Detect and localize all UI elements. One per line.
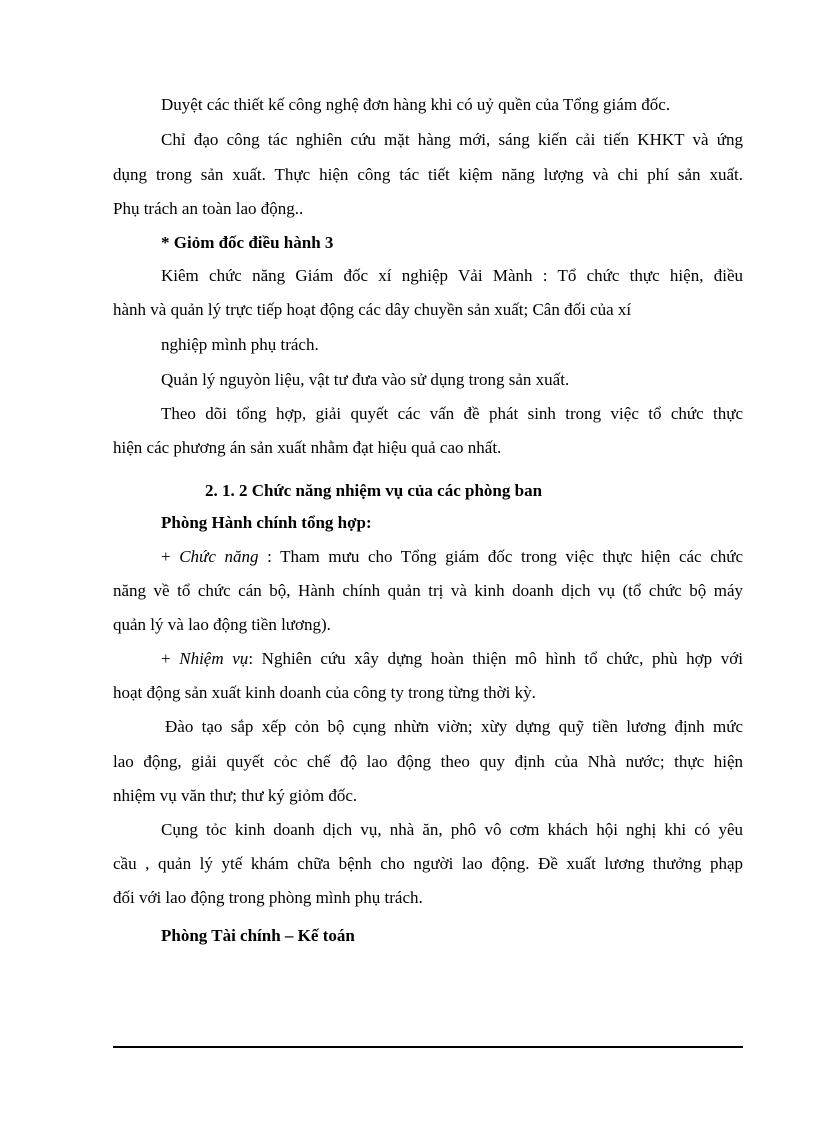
line-text: : Nghiên cứu xây dựng hoàn thiện mô hình tổ chức, phù hợp với	[248, 649, 743, 668]
paragraph-line: Phụ trách an toàn lao động..	[113, 199, 304, 218]
paragraph-line: Duyệt các thiết kế công nghệ đơn hàng khi có uỷ quền của Tổng giám đốc.	[161, 95, 671, 114]
paragraph-line: nghiệp mình phụ trách.	[161, 335, 319, 354]
paragraph-line: dụng trong sản xuất. Thực hiện công tác tiết kiệm năng lượng và chi phí sản xuất.	[113, 165, 743, 184]
paragraph-line	[161, 649, 743, 669]
line-text: : Tham mưu cho Tổng giám đốc trong việc thực hiện các chức	[258, 547, 744, 566]
section-heading: * Giỏm đốc điều hành 3	[161, 233, 334, 252]
paragraph-line: đối với lao động trong phòng mình phụ trách.	[113, 888, 423, 907]
bullet-prefix: +	[161, 649, 180, 668]
paragraph-line: nhiệm vụ văn thư; thư ký giỏm đốc.	[113, 786, 358, 805]
paragraph-line: Quản lý nguyòn liệu, vật tư đưa vào sử dụng trong sản xuất.	[161, 370, 570, 389]
paragraph-line: hiện các phương án sản xuất nhằm đạt hiệu quả cao nhất.	[113, 438, 502, 457]
subsection-heading: Phòng Hành chính tổng hợp:	[161, 513, 372, 532]
paragraph-line: hoạt động sản xuất kinh doanh của công ty trong từng thời kỳ.	[113, 683, 536, 702]
subsection-heading: Phòng Tài chính – Kế toán	[161, 926, 355, 945]
footer-rule	[113, 1046, 743, 1048]
paragraph-line: Cụng tỏc kinh doanh dịch vụ, nhà ăn, phô vô cơm khách hội nghị khi có yêu	[161, 820, 743, 839]
paragraph-line: cầu , quản lý ytế khám chữa bệnh cho người lao động. Đề xuất lương thưởng phạp	[113, 854, 743, 873]
italic-label: Chức năng	[179, 547, 259, 566]
paragraph-line: quản lý và lao động tiền lương).	[113, 615, 331, 634]
paragraph-line: hành và quản lý trực tiếp hoạt động các dây chuyền sản xuất; Cân đối của xí	[113, 300, 632, 319]
bullet-prefix: +	[161, 547, 180, 566]
paragraph-line: lao động, giải quyết cỏc chế độ lao động theo quy định của Nhà nước; thực hiện	[113, 752, 743, 771]
italic-label: Nhiệm vụ	[179, 649, 249, 668]
section-heading: 2. 1. 2 Chức năng nhiệm vụ của các phòng ban	[205, 481, 543, 500]
paragraph-line: Kiêm chức năng Giám đốc xí nghiệp Vải Mành : Tổ chức thực hiện, điều	[161, 266, 743, 285]
paragraph-line: Chỉ đạo công tác nghiên cứu mặt hàng mới, sáng kiến cải tiến KHKT và ứng	[161, 130, 743, 149]
paragraph-line	[161, 547, 743, 567]
paragraph-line: năng về tổ chức cán bộ, Hành chính quản trị và kinh doanh dịch vụ (tổ chức bộ máy	[113, 581, 743, 600]
paragraph-line: Đào tạo sắp xếp cỏn bộ cụng nhừn viờn; xừy dựng quỹ tiền lương định mức	[165, 717, 743, 736]
paragraph-line: Theo dõi tổng hợp, giải quyết các vấn đề phát sinh trong việc tổ chức thực	[161, 404, 743, 423]
